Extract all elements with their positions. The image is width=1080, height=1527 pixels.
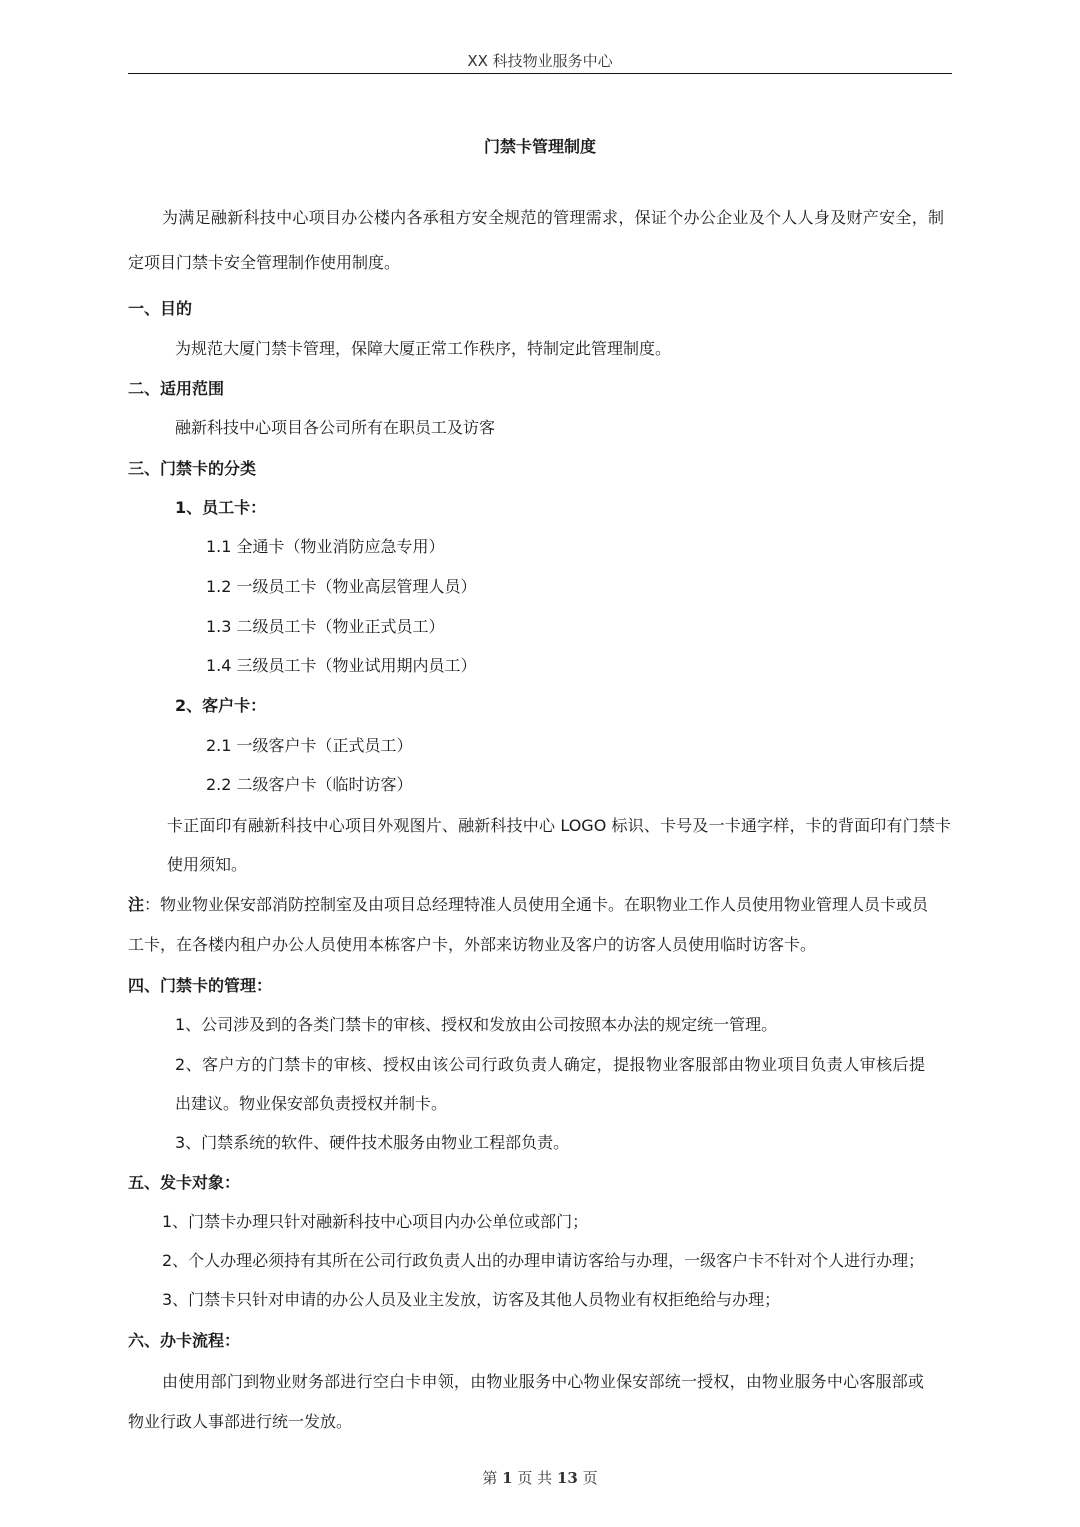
footer-suffix: 页 (582, 1469, 598, 1487)
intro-line-1: 为满足融新科技中心项目办公楼内各承租方安全规范的管理需求，保证个办公企业及个人人身及财产安全，制 (162, 208, 944, 227)
section-4-item-1: 1、公司涉及到的各类门禁卡的审核、授权和发放由公司按照本办法的规定统一管理。 (175, 1015, 778, 1034)
current-page-number: 1 (502, 1469, 513, 1487)
section-5-item: 3、门禁卡只针对申请的办公人员及业主发放，访客及其他人员物业有权拒绝给与办理； (162, 1290, 781, 1309)
document-title: 门禁卡管理制度 (483, 137, 596, 156)
total-page-count: 13 (556, 1469, 578, 1487)
section-5-heading: 五、发卡对象： (128, 1173, 241, 1192)
note-line-2: 工卡，在各楼内租户办公人员使用本栋客户卡，外部来访物业及客户的访客人员使用临时访客卡。 (128, 935, 817, 954)
note-line-1 (128, 894, 952, 916)
staff-card-item: 1.4 三级员工卡（物业试用期内员工） (206, 656, 477, 675)
staff-card-item: 1.2 一级员工卡（物业高层管理人员） (206, 577, 477, 596)
section-4-heading: 四、门禁卡的管理： (128, 976, 273, 995)
card-description-line-1: 卡正面印有融新科技中心项目外观图片、融新科技中心 LOGO 标识、卡号及一卡通字样，卡的背面印有门禁卡 (167, 816, 951, 835)
footer-prefix: 第 (482, 1469, 498, 1487)
client-card-item: 2.1 一级客户卡（正式员工） (206, 736, 413, 755)
section-2-heading: 二、适用范围 (128, 379, 225, 398)
section-4-item-2-line-1: 2、客户方的门禁卡的审核、授权由该公司行政负责人确定，提报物业客服部由物业项目负责人审核后提 (175, 1055, 925, 1074)
section-1-heading: 一、目的 (128, 299, 193, 318)
note-label: 注 (128, 895, 145, 914)
footer-page-word: 页 (517, 1469, 533, 1487)
client-card-item: 2.2 二级客户卡（临时访客） (206, 775, 413, 794)
client-card-heading: 2、客户卡： (175, 696, 267, 715)
intro-line-2: 定项目门禁卡安全管理制作使用制度。 (128, 253, 401, 272)
staff-card-heading: 1、员工卡： (175, 498, 267, 517)
section-6-line-2: 物业行政人事部进行统一发放。 (128, 1412, 353, 1431)
section-5-item: 1、门禁卡办理只针对融新科技中心项目内办公单位或部门； (162, 1212, 589, 1231)
page-footer (0, 1467, 1080, 1488)
page-header: XX 科技物业服务中心 (467, 52, 613, 70)
card-description-line-2: 使用须知。 (167, 855, 248, 874)
section-1-body: 为规范大厦门禁卡管理，保障大厦正常工作秩序，特制定此管理制度。 (175, 339, 672, 358)
section-4-item-3: 3、门禁系统的软件、硬件技术服务由物业工程部负责。 (175, 1133, 570, 1152)
note-text: ：物业物业保安部消防控制室及由项目总经理特准人员使用全通卡。在职物业工作人员使用物业管理人员卡或员 (144, 895, 929, 914)
footer-total-word: 共 (537, 1469, 553, 1487)
section-5-item: 2、个人办理必须持有其所在公司行政负责人出的办理申请访客给与办理，一级客户卡不针对个人进行办理； (162, 1251, 925, 1270)
section-3-heading: 三、门禁卡的分类 (128, 459, 257, 478)
section-6-heading: 六、办卡流程： (128, 1331, 241, 1350)
section-4-item-2-line-2: 出建议。物业保安部负责授权并制卡。 (175, 1094, 448, 1113)
section-6-line-1: 由使用部门到物业财务部进行空白卡申领，由物业服务中心物业保安部统一授权，由物业服务中心客服部或 (162, 1372, 924, 1391)
staff-card-item: 1.1 全通卡（物业消防应急专用） (206, 537, 445, 556)
staff-card-item: 1.3 二级员工卡（物业正式员工） (206, 617, 445, 636)
header-divider (128, 73, 952, 74)
section-2-body: 融新科技中心项目各公司所有在职员工及访客 (175, 418, 496, 437)
